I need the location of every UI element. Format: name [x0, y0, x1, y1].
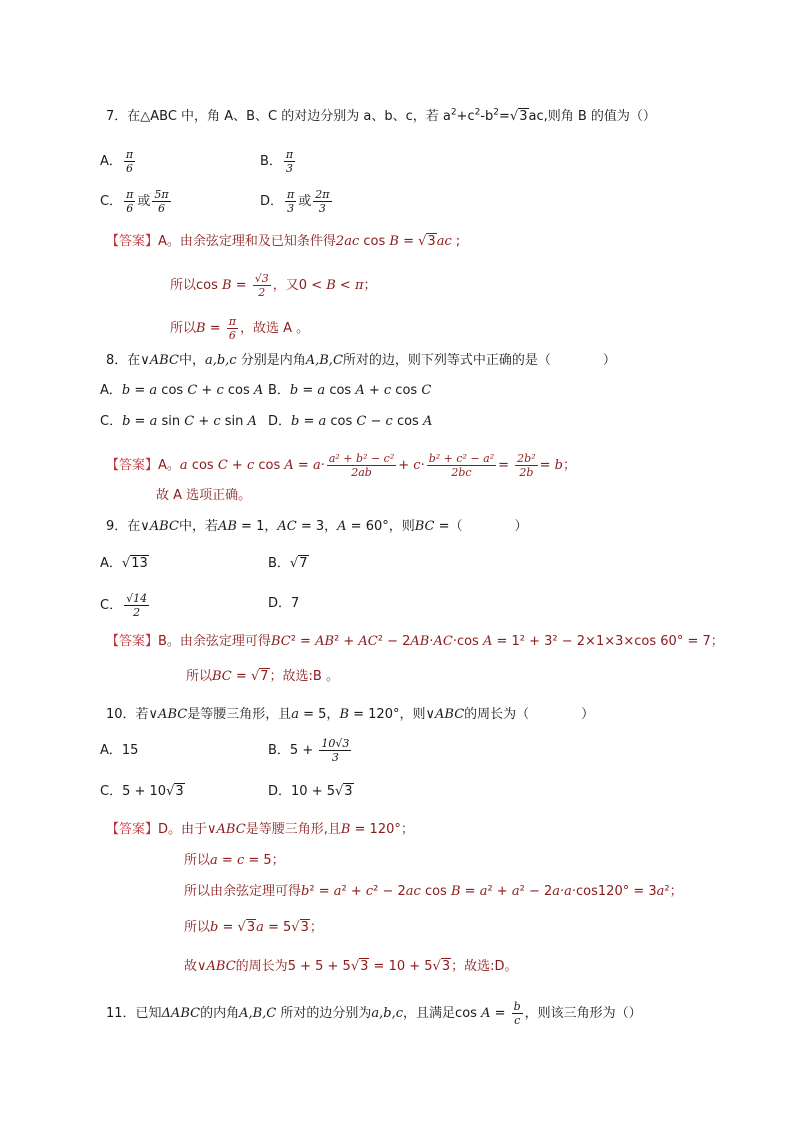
q10-option-c: C．5 + 10√3 [100, 784, 184, 799]
question-9-stem: 9．在∨ABC中，若AB = 1，AC = 3，A = 60°，则BC =（ ） [106, 519, 528, 534]
q7-option-d: D． $\frac{\pi}{3}$ 或 $\frac{2\pi}{3}$ [260, 188, 330, 215]
q10-step-2: 所以由余弦定理可得b² = a² + c² − 2ac cos B = a² + a² − 2a·a·cos120° = 3a²； [184, 884, 683, 899]
question-7-stem: 7．在△ABC 中，角 A、B、C 的对边分别为 a、b、c，若 $a^2+c^2-b^2=√3ac$,则角 B 的值为（） [106, 107, 656, 124]
q9-option-d: D．7 [268, 596, 300, 611]
q8-option-a: A．b = a cos C + c cos A [100, 383, 264, 398]
q9-step-1: 所以BC = √7；故选:B 。 [186, 669, 339, 684]
q8-option-c: C．b = a sin C + c sin A [100, 414, 257, 429]
q10-option-b: B．5 + $\frac{10√3}{3}$ [268, 737, 350, 764]
question-8-stem: 8．在∨ABC中，a,b,c 分别是内角A,B,C所对的边，则下列等式中正确的是（ ） [106, 353, 616, 368]
q8-option-b: B．b = a cos A + c cos C [268, 383, 432, 398]
q10-step-4: 故∨ABC的周长为5 + 5 + 5√3 = 10 + 5√3；故选:D。 [184, 959, 518, 974]
q7-answer: 【答案】A。由余弦定理和及已知条件得2ac cos B = √3ac ; [106, 234, 461, 249]
question-10-stem: 10．若∨ABC是等腰三角形，且a = 5，B = 120°，则∨ABC的周长为（ ） [106, 707, 595, 722]
q8-answer: 【答案】A。a cos C + c cos A = a· $\frac{\text{a² + b² − c²}}{2ab}$ + c· $\frac{\text{b² + c² − a²}}{2bc}$ = $\frac{\text{2b²}}{2b}$ = b； [106, 452, 576, 479]
q9-option-a: A．√13 [100, 556, 148, 571]
q7-option-c: C． $\frac{\pi}{6}$ 或 $\frac{5\pi}{6}$ [100, 188, 169, 215]
q8-step-1: 故 A 选项正确。 [156, 488, 252, 503]
q7-option-b: B． $\frac{\pi}{3}$ [260, 148, 294, 175]
q9-option-b: B．√7 [268, 556, 308, 571]
q10-step-3: 所以b = √3a = 5√3； [184, 920, 323, 935]
q8-option-d: D．b = a cos C − c cos A [268, 414, 433, 429]
q9-option-c: C． $\frac{√14}{2}$ [100, 592, 148, 619]
q7-step-1: 所以cos B = $\frac{√3}{2}$ ，又0 < B < π； [170, 272, 377, 299]
q10-option-d: D．10 + 5√3 [268, 784, 353, 799]
q10-step-1: 所以a = c = 5； [184, 853, 285, 868]
question-11-stem: 11．已知ΔABC的内角A,B,C 所对的边分别为a,b,c，且满足cos A = $\frac{b}{c}$ ，则该三角形为（） [106, 1000, 642, 1027]
q10-answer: 【答案】D。由于∨ABC是等腰三角形,且B = 120°； [106, 822, 414, 837]
q7-step-2: 所以B = $\frac{\pi}{6}$ ，故选 A 。 [170, 315, 310, 342]
q9-answer: 【答案】B。由余弦定理可得BC² = AB² + AC² − 2AB·AC·cos A = 1² + 3² − 2×1×3×cos 60° = 7； [106, 634, 724, 649]
q10-option-a: A．15 [100, 743, 139, 758]
q7-option-a: A． $\frac{\pi}{6}$ [100, 148, 134, 175]
